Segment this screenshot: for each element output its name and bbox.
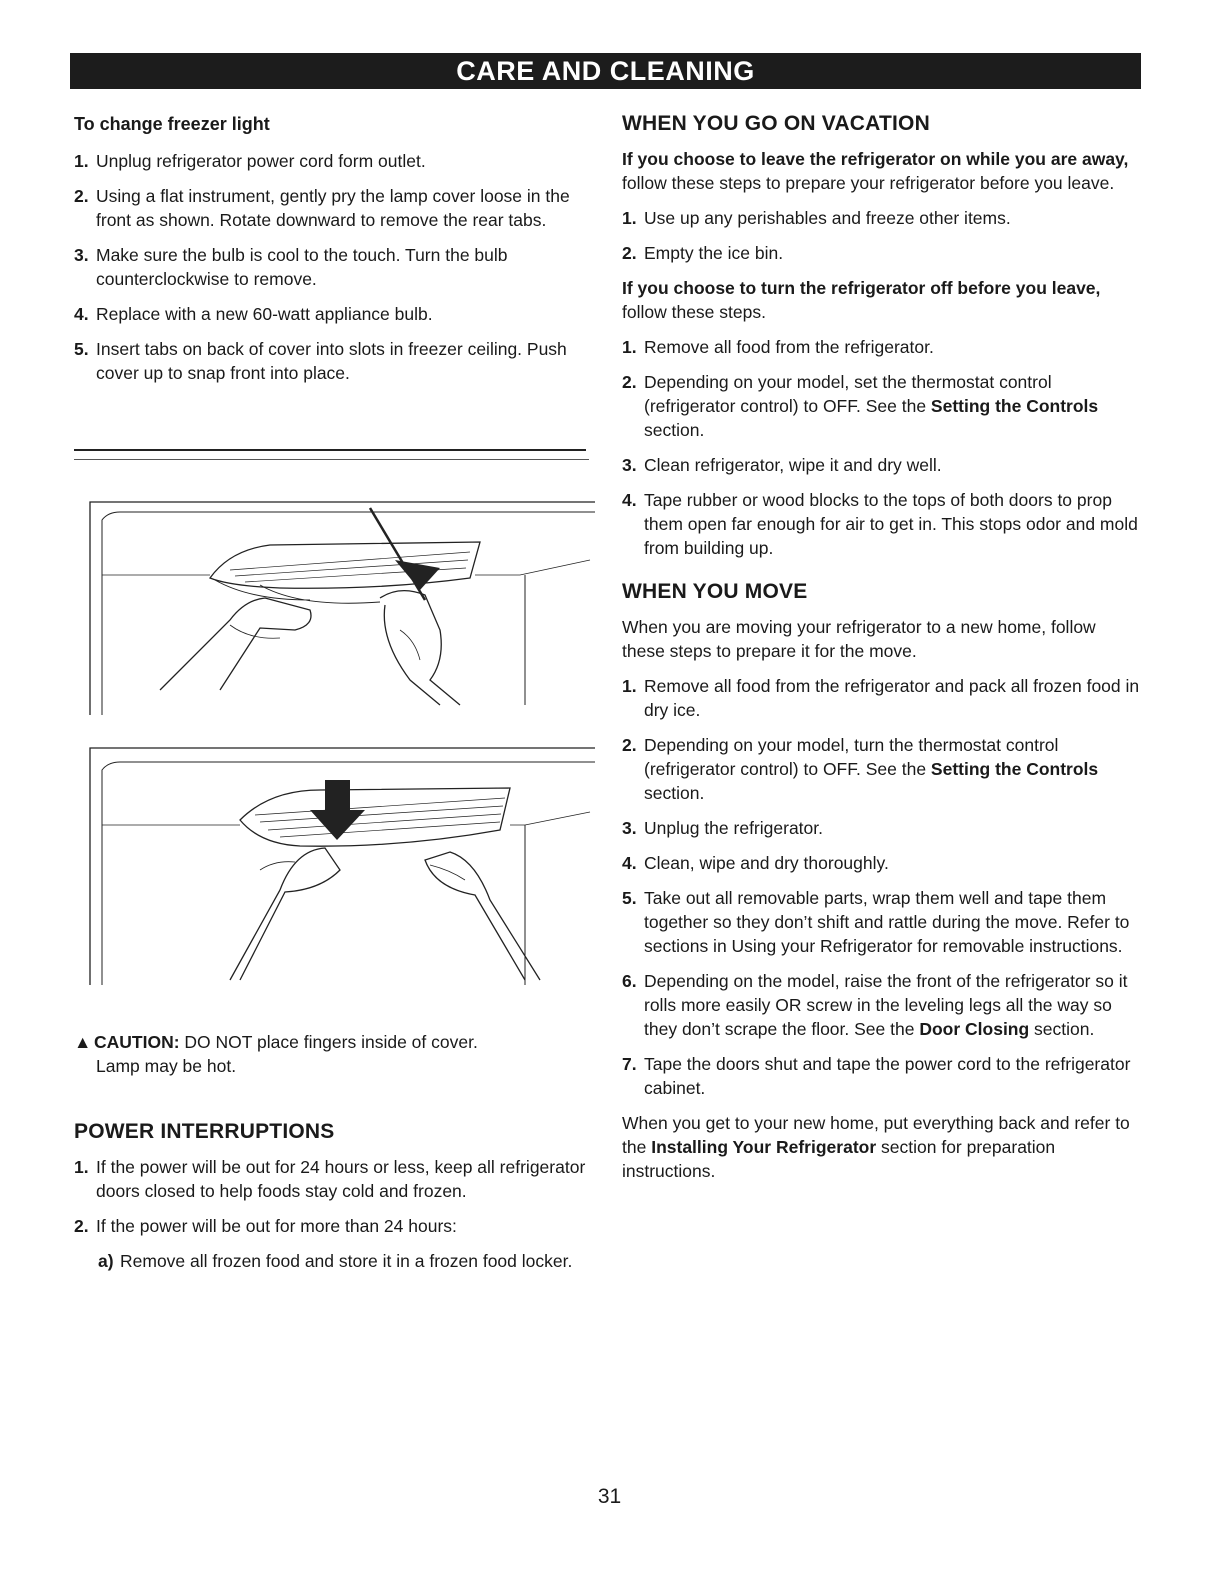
move-outro-text: section for preparation instructions.	[622, 1137, 1056, 1181]
step-number: 4.	[622, 853, 637, 873]
vacation-off-rest: follow these steps.	[622, 302, 766, 322]
vacation-title: WHEN YOU GO ON VACATION	[622, 112, 930, 135]
list-item	[622, 969, 1142, 1041]
step-text: Remove all frozen food and store it in a frozen food locker.	[120, 1251, 573, 1271]
power-steps	[74, 1155, 589, 1273]
step-number: 1.	[622, 676, 637, 696]
freezer-light-subhead: To change freezer light	[74, 114, 270, 134]
vacation-off-bold: If you choose to turn the refrigerator off before you leave,	[622, 278, 1101, 298]
vacation-intro	[622, 147, 1142, 195]
step-text: Empty the ice bin.	[644, 243, 784, 263]
step-number: 3.	[622, 818, 637, 838]
list-item	[74, 1214, 589, 1238]
move-intro: When you are moving your refrigerator to a new home, follow these steps to prepare it for the move.	[622, 617, 1096, 661]
step-number: 2.	[622, 372, 637, 392]
page-number: 31	[597, 1485, 622, 1508]
list-item	[74, 243, 589, 291]
move-outro	[622, 1111, 1142, 1183]
illustration-pry-lamp-cover	[80, 490, 595, 715]
warning-triangle-icon: ▲	[74, 1032, 92, 1052]
step-text: Use up any perishables and freeze other items.	[644, 208, 1011, 228]
step-text: Using a flat instrument, gently pry the lamp cover loose in the front as shown. Rotate downward to remove the rear tabs.	[96, 186, 570, 230]
list-item	[74, 1155, 589, 1203]
step-text: Clean refrigerator, wipe it and dry well.	[644, 455, 942, 475]
freezer-light-steps	[74, 149, 589, 385]
list-item	[622, 335, 1142, 359]
divider	[74, 449, 586, 451]
step-text-bold: Setting the Controls	[930, 396, 1099, 416]
step-number: 5.	[74, 339, 89, 359]
step-text: Replace with a new 60-watt appliance bulb.	[96, 304, 433, 324]
section-header	[70, 53, 1141, 89]
caution-text-line2: Lamp may be hot.	[96, 1056, 237, 1076]
list-item	[622, 488, 1142, 560]
section-title: CARE AND CLEANING	[456, 56, 755, 86]
list-item	[74, 184, 589, 232]
step-number: a)	[98, 1251, 114, 1271]
step-text: Remove all food from the refrigerator and pack all frozen food in dry ice.	[644, 676, 1140, 720]
step-text: Unplug refrigerator power cord form outlet.	[96, 151, 426, 171]
list-item	[622, 851, 1142, 875]
step-text: section.	[644, 420, 705, 440]
illustration-remove-lamp-cover	[80, 740, 595, 990]
step-text: section.	[1029, 1019, 1095, 1039]
step-number: 5.	[622, 888, 637, 908]
step-text: section.	[644, 783, 705, 803]
divider	[74, 459, 589, 460]
caution-label: CAUTION:	[94, 1032, 180, 1052]
power-interruptions-title: POWER INTERRUPTIONS	[74, 1120, 335, 1143]
vacation-off-intro	[622, 276, 1142, 324]
step-text: Remove all food from the refrigerator.	[644, 337, 934, 357]
caution-text: DO NOT place fingers inside of cover.	[179, 1032, 478, 1052]
list-item	[74, 149, 589, 173]
vacation-on-steps	[622, 206, 1142, 265]
step-text: Make sure the bulb is cool to the touch. Turn the bulb counterclockwise to remove.	[96, 245, 508, 289]
step-number: 2.	[74, 1216, 89, 1236]
step-text: Take out all removable parts, wrap them well and tape them together so they don’t shift and rattle during the move. Refer to sections in Using your Refrigerator for removable instructions.	[644, 888, 1130, 956]
right-column	[622, 112, 1142, 1194]
list-item	[622, 886, 1142, 958]
step-number: 1.	[622, 337, 637, 357]
step-text: Clean, wipe and dry thoroughly.	[644, 853, 889, 873]
list-item	[74, 302, 589, 326]
step-text-bold: Setting the Controls	[930, 759, 1099, 779]
step-number: 1.	[74, 1157, 89, 1177]
caution-note	[74, 1030, 589, 1078]
step-number: 2.	[74, 186, 89, 206]
step-number: 6.	[622, 971, 637, 991]
move-outro-bold: Installing Your Refrigerator	[651, 1137, 877, 1157]
step-number: 1.	[74, 151, 89, 171]
step-number: 2.	[622, 735, 637, 755]
left-column	[74, 112, 589, 396]
list-item	[74, 337, 589, 385]
move-steps	[622, 674, 1142, 1100]
step-text: Depending on the model, raise the front of the refrigerator so it rolls more easily OR screw in the leveling legs all the way so they don’t scrape the floor. See the	[644, 971, 1128, 1039]
power-interruptions-section	[74, 1120, 589, 1284]
list-item	[622, 453, 1142, 477]
step-text: Unplug the refrigerator.	[644, 818, 823, 838]
step-number: 3.	[622, 455, 637, 475]
vacation-off-steps	[622, 335, 1142, 560]
step-number: 2.	[622, 243, 637, 263]
list-item	[622, 370, 1142, 442]
step-text: Depending on your model, turn the thermostat control (refrigerator control) to OFF. See the	[644, 735, 1059, 779]
step-text: If the power will be out for 24 hours or less, keep all refrigerator doors closed to help foods stay cold and frozen.	[96, 1157, 586, 1201]
step-text: Tape the doors shut and tape the power cord to the refrigerator cabinet.	[644, 1054, 1131, 1098]
list-item	[622, 733, 1142, 805]
step-text-bold: Door Closing	[919, 1019, 1030, 1039]
list-item	[622, 206, 1142, 230]
move-title: WHEN YOU MOVE	[622, 580, 808, 603]
step-number: 4.	[74, 304, 89, 324]
vacation-intro-bold: If you choose to leave the refrigerator on while you are away,	[622, 149, 1129, 169]
step-text: If the power will be out for more than 24 hours:	[96, 1216, 457, 1236]
vacation-intro-rest: follow these steps to prepare your refrigerator before you leave.	[622, 173, 1115, 193]
step-text: Depending on your model, set the thermostat control (refrigerator control) to OFF. See the	[644, 372, 1052, 416]
list-item	[622, 674, 1142, 722]
step-number: 3.	[74, 245, 89, 265]
list-item	[74, 1249, 589, 1273]
move-outro-text: When you get to your new home, put everything back and refer to the	[622, 1113, 1130, 1157]
list-item	[622, 1052, 1142, 1100]
step-text: Insert tabs on back of cover into slots in freezer ceiling. Push cover up to snap front into place.	[96, 339, 567, 383]
list-item	[622, 241, 1142, 265]
step-number: 4.	[622, 490, 637, 510]
step-text: Tape rubber or wood blocks to the tops of both doors to prop them open far enough for air to get in. This stops odor and mold from building up.	[644, 490, 1138, 558]
list-item	[622, 816, 1142, 840]
step-number: 7.	[622, 1054, 637, 1074]
step-number: 1.	[622, 208, 637, 228]
